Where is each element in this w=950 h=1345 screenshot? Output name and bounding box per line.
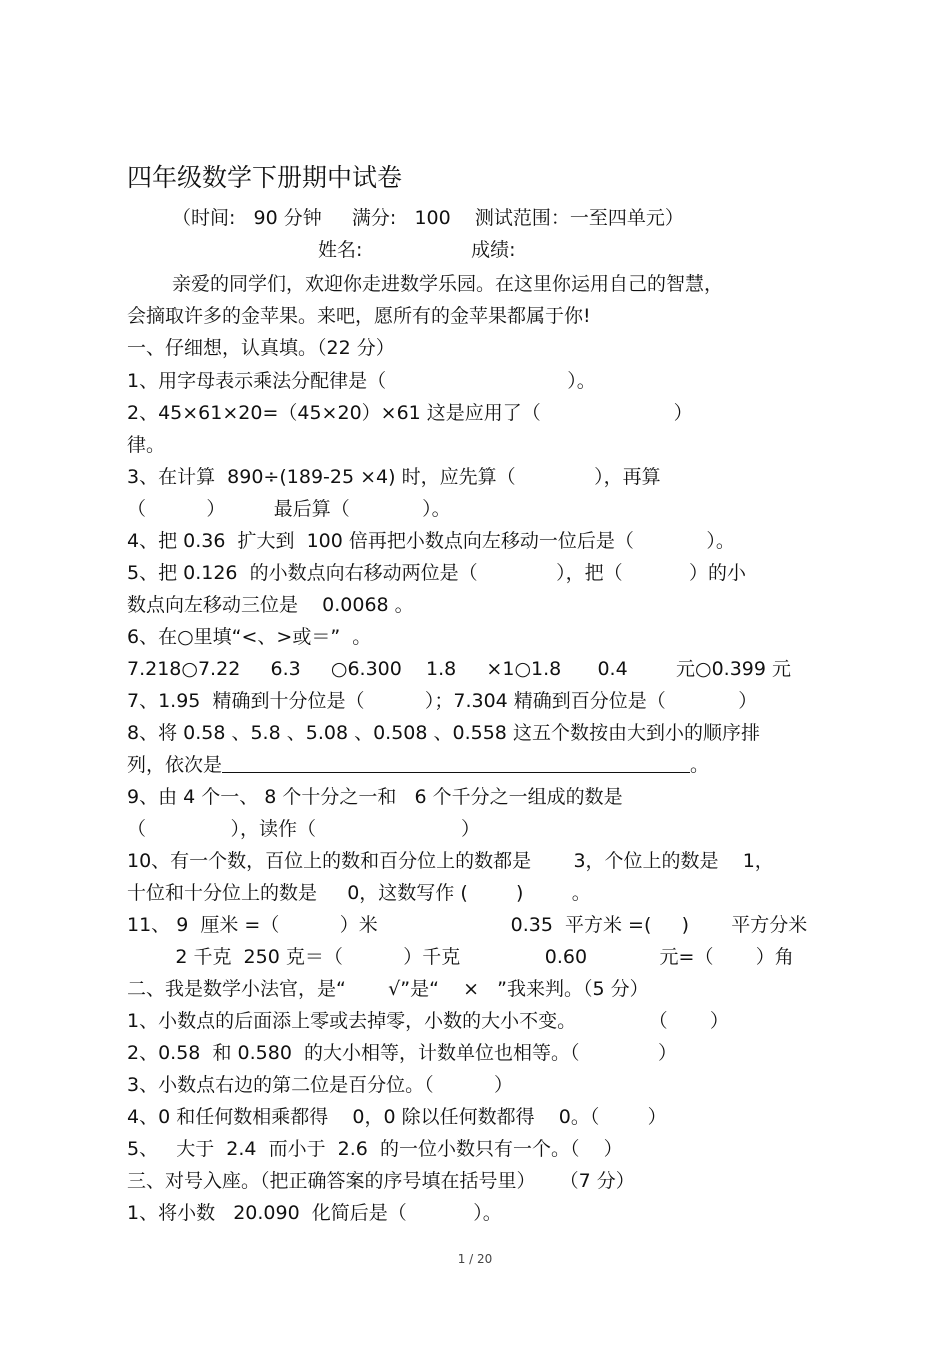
question-6: 6、在○里填“<、>或＝” 。 xyxy=(127,626,372,648)
name-score-line: 姓名: 成绩: xyxy=(318,239,516,261)
question-11-cont: 2 千克 250 克＝（ ）千克 0.60 元=（ ）角 xyxy=(127,946,794,968)
exam-subtitle: （时间: 90 分钟 满分: 100 测试范围：一至四单元） xyxy=(172,207,684,229)
question-2-cont: 律。 xyxy=(127,434,166,456)
question-2: 2、45×61×20=（45×20）×61 这是应用了（ ） xyxy=(127,402,693,424)
choice-1: 1、将小数 20.090 化简后是（ ）。 xyxy=(127,1202,502,1224)
judge-3: 3、小数点右边的第二位是百分位。（ ） xyxy=(127,1074,513,1096)
section-2-heading: 二、我是数学小法官，是“ √”是“ × ”我来判。（5 分） xyxy=(127,978,649,1000)
question-5: 5、把 0.126 的小数点向右移动两位是（ ），把（ ）的小 xyxy=(127,562,747,584)
judge-5: 5、 大于 2.4 而小于 2.6 的一位小数只有一个。（ ） xyxy=(127,1138,623,1160)
intro-line-2: 会摘取许多的金苹果。来吧，愿所有的金苹果都属于你! xyxy=(127,305,591,327)
answer-blank-line xyxy=(222,754,690,773)
question-8-prefix: 列，依次是 xyxy=(127,754,223,776)
question-10-cont: 十位和十分位上的数是 0，这数写作 ( ) 。 xyxy=(127,882,591,904)
question-8: 8、将 0.58 、5.8 、5.08 、0.508 、0.558 这五个数按由大到小的顺序排 xyxy=(127,722,760,744)
question-8-cont xyxy=(127,753,709,777)
question-3-cont: （ ） 最后算（ ）。 xyxy=(127,498,451,520)
question-10: 10、有一个数，百位上的数和百分位上的数都是 3，个位上的数是 1， xyxy=(127,850,774,872)
intro-line-1: 亲爱的同学们，欢迎你走进数学乐园。在这里你运用自己的智慧， xyxy=(172,273,724,295)
page-number: 1 / 20 xyxy=(457,1252,493,1266)
question-6-items: 7.218○7.22 6.3 ○6.300 1.8 ×1○1.8 0.4 元○0.399 元 xyxy=(127,658,792,680)
exam-title: 四年级数学下册期中试卷 xyxy=(127,163,403,192)
question-9-cont: （ ），读作（ ） xyxy=(127,818,481,840)
question-3: 3、在计算 890÷(189-25 ×4) 时，应先算（ ），再算 xyxy=(127,466,661,488)
question-11: 11、 9 厘米 =（ ）米 0.35 平方米 =( ) 平方分米 xyxy=(127,914,808,936)
judge-2: 2、0.58 和 0.580 的大小相等，计数单位也相等。（ ） xyxy=(127,1042,677,1064)
question-8-suffix: 。 xyxy=(690,754,710,776)
section-3-heading: 三、对号入座。（把正确答案的序号填在括号里） （7 分） xyxy=(127,1170,635,1192)
judge-4: 4、0 和任何数相乘都得 0，0 除以任何数都得 0。（ ） xyxy=(127,1106,667,1128)
question-9: 9、由 4 个一、 8 个十分之一和 6 个千分之一组成的数是 xyxy=(127,786,623,808)
question-1: 1、用字母表示乘法分配律是（ ）。 xyxy=(127,370,596,392)
judge-1: 1、小数点的后面添上零或去掉零，小数的大小不变。 （ ） xyxy=(127,1010,729,1032)
section-1-heading: 一、仔细想，认真填。（22 分） xyxy=(127,337,395,359)
question-7: 7、1.95 精确到十分位是（ ）；7.304 精确到百分位是（ ） xyxy=(127,690,758,712)
question-4: 4、把 0.36 扩大到 100 倍再把小数点向左移动一位后是（ ）。 xyxy=(127,530,735,552)
question-5-cont: 数点向左移动三位是 0.0068 。 xyxy=(127,594,414,616)
